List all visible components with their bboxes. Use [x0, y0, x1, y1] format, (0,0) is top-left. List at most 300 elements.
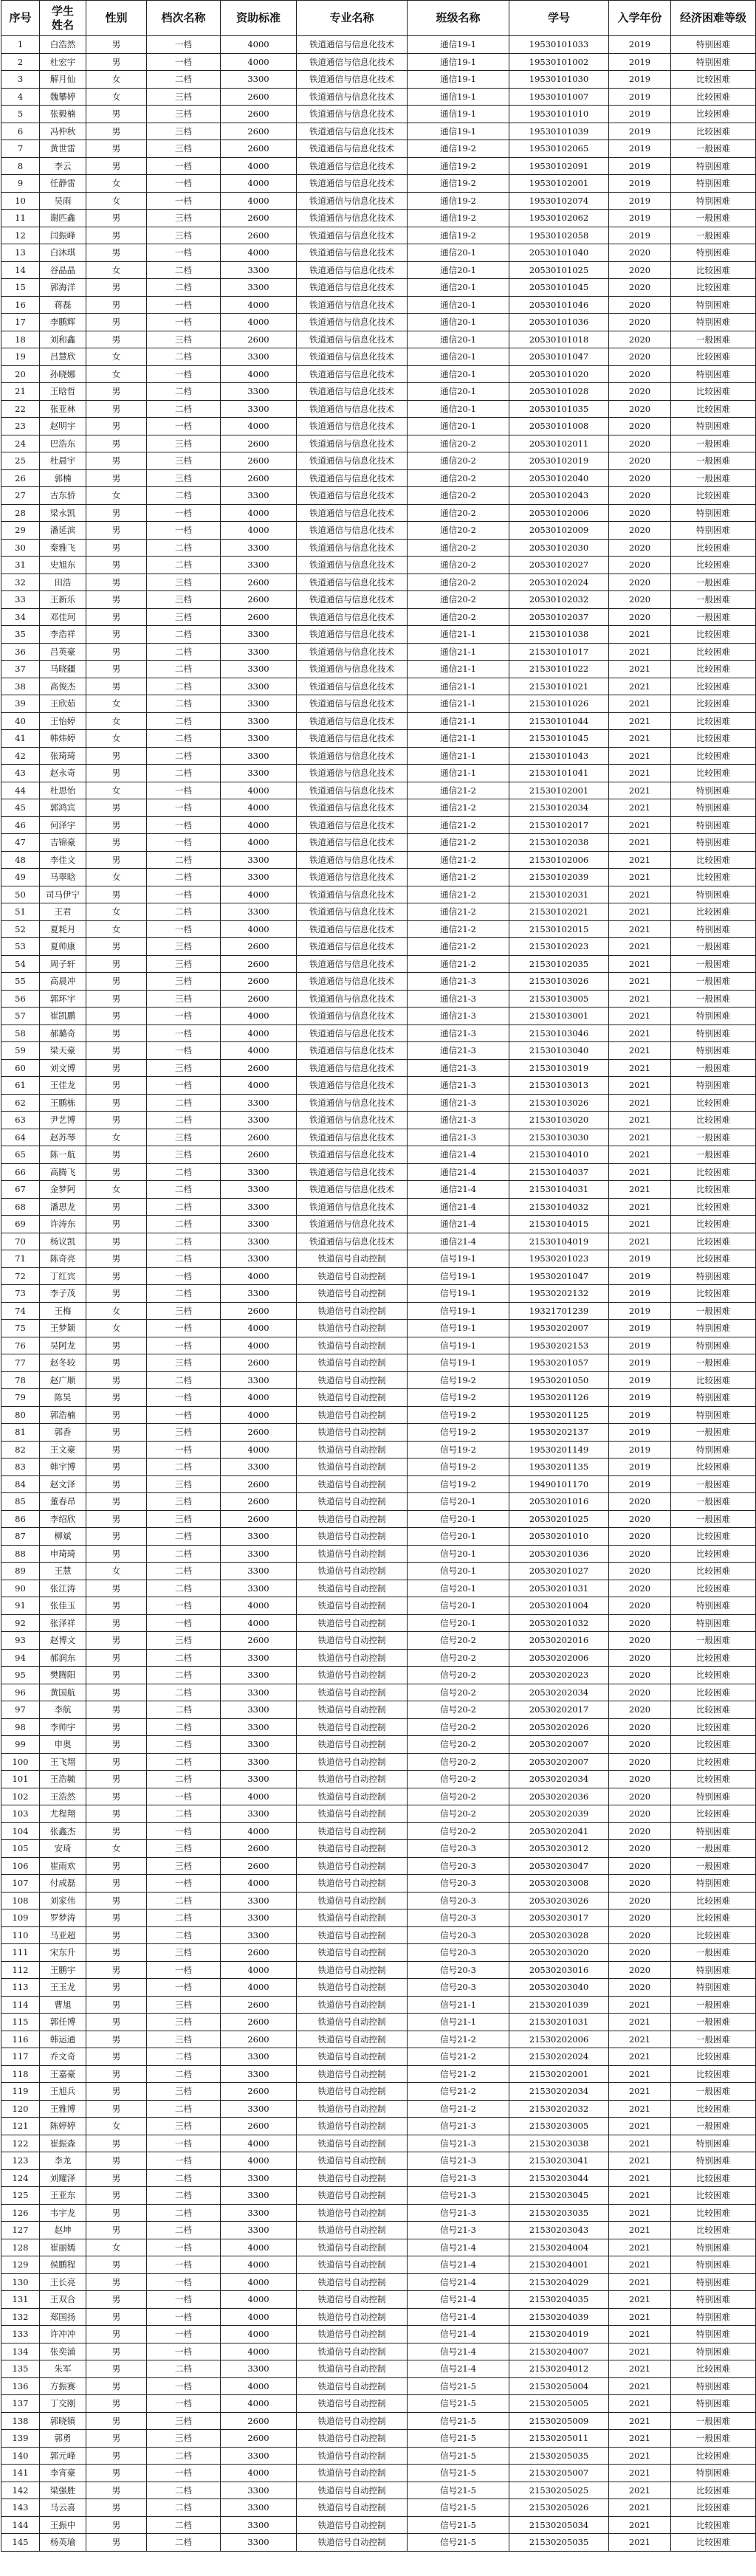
table-row — [1, 1996, 756, 2014]
cell-gender: 男 — [86, 765, 147, 782]
cell-major-name: 铁道信号自动控制 — [297, 2118, 408, 2135]
cell-class-name: 通信21-4 — [408, 1216, 509, 1233]
table-row — [1, 1371, 756, 1389]
cell-student-name: 王慧 — [40, 1563, 86, 1580]
table-row — [1, 557, 756, 574]
cell-tier-name: 一档 — [147, 175, 221, 193]
cell-hardship-level: 特别困难 — [671, 2152, 756, 2170]
cell-tier-name: 三档 — [147, 210, 221, 227]
cell-enrollment-year: 2019 — [609, 192, 671, 210]
cell-student-name: 王双合 — [40, 2291, 86, 2309]
table-row — [1, 1667, 756, 1684]
cell-index: 42 — [1, 747, 40, 765]
cell-tier-name: 三档 — [147, 2083, 221, 2101]
cell-tier-name: 二档 — [147, 2065, 221, 2083]
cell-funding-standard: 4000 — [221, 1389, 297, 1407]
cell-student-name: 柳斌 — [40, 1528, 86, 1546]
cell-class-name: 信号21-3 — [408, 2222, 509, 2239]
table-row — [1, 851, 756, 869]
cell-major-name: 铁道通信与信息化技术 — [297, 1008, 408, 1025]
cell-student-name: 王佳龙 — [40, 1077, 86, 1095]
cell-hardship-level: 特别困难 — [671, 2377, 756, 2395]
cell-student-name: 高腾飞 — [40, 1163, 86, 1181]
cell-hardship-level: 一般困难 — [671, 1475, 756, 1493]
cell-index: 114 — [1, 1996, 40, 2014]
cell-index: 76 — [1, 1337, 40, 1354]
cell-class-name: 信号21-1 — [408, 1996, 509, 2014]
cell-funding-standard: 3300 — [221, 1684, 297, 1701]
cell-index: 18 — [1, 331, 40, 348]
cell-major-name: 铁道信号自动控制 — [297, 1736, 408, 1754]
cell-major-name: 铁道信号自动控制 — [297, 2430, 408, 2448]
cell-student-name: 马云喜 — [40, 2499, 86, 2517]
cell-class-name: 通信21-3 — [408, 973, 509, 991]
cell-student-id: 21530204004 — [509, 2239, 609, 2256]
cell-major-name: 铁道信号自动控制 — [297, 1926, 408, 1944]
cell-enrollment-year: 2020 — [609, 1614, 671, 1632]
cell-gender: 男 — [86, 1667, 147, 1684]
cell-student-name: 白浩然 — [40, 36, 86, 54]
cell-gender: 男 — [86, 452, 147, 470]
table-row — [1, 1788, 756, 1805]
cell-tier-name: 二档 — [147, 1667, 221, 1684]
cell-class-name: 信号21-2 — [408, 2083, 509, 2101]
cell-student-id: 21530104010 — [509, 1146, 609, 1164]
cell-index: 91 — [1, 1597, 40, 1615]
cell-major-name: 铁道信号自动控制 — [297, 1563, 408, 1580]
cell-student-name: 高俊杰 — [40, 678, 86, 695]
cell-gender: 男 — [86, 2065, 147, 2083]
cell-gender: 男 — [86, 2135, 147, 2152]
cell-class-name: 通信21-4 — [408, 1233, 509, 1250]
cell-tier-name: 二档 — [147, 383, 221, 401]
cell-student-id: 20530101040 — [509, 244, 609, 262]
cell-index: 65 — [1, 1146, 40, 1164]
cell-gender: 男 — [86, 1112, 147, 1129]
cell-tier-name: 一档 — [147, 1961, 221, 1979]
cell-hardship-level: 比较困难 — [671, 1736, 756, 1754]
cell-class-name: 信号20-3 — [408, 1961, 509, 1979]
table-row — [1, 1909, 756, 1927]
cell-funding-standard: 3300 — [221, 678, 297, 695]
cell-index: 23 — [1, 418, 40, 435]
cell-student-name: 马翠晗 — [40, 869, 86, 886]
cell-gender: 男 — [86, 469, 147, 487]
cell-major-name: 铁道信号自动控制 — [297, 1667, 408, 1684]
cell-index: 126 — [1, 2204, 40, 2222]
cell-gender: 男 — [86, 400, 147, 418]
cell-enrollment-year: 2021 — [609, 2499, 671, 2517]
table-row — [1, 2048, 756, 2066]
cell-hardship-level: 一般困难 — [671, 1059, 756, 1077]
cell-major-name: 铁道信号自动控制 — [297, 1302, 408, 1320]
cell-funding-standard: 2600 — [221, 452, 297, 470]
cell-index: 128 — [1, 2239, 40, 2256]
table-row — [1, 331, 756, 348]
cell-student-id: 21530101022 — [509, 661, 609, 678]
cell-class-name: 通信21-1 — [408, 765, 509, 782]
cell-major-name: 铁道信号自动控制 — [297, 2083, 408, 2101]
cell-student-id: 19530102065 — [509, 140, 609, 158]
cell-student-name: 谷晶晶 — [40, 261, 86, 279]
cell-funding-standard: 3300 — [221, 261, 297, 279]
cell-major-name: 铁道信号自动控制 — [297, 1406, 408, 1424]
cell-tier-name: 二档 — [147, 1163, 221, 1181]
cell-gender: 男 — [86, 574, 147, 591]
cell-tier-name: 一档 — [147, 1979, 221, 1997]
cell-enrollment-year: 2019 — [609, 53, 671, 71]
cell-major-name: 铁道信号自动控制 — [297, 1597, 408, 1615]
cell-student-name: 秦雅飞 — [40, 539, 86, 557]
cell-index: 21 — [1, 383, 40, 401]
cell-tier-name: 三档 — [147, 1302, 221, 1320]
cell-tier-name: 一档 — [147, 53, 221, 71]
cell-student-id: 21530103019 — [509, 1059, 609, 1077]
table-row — [1, 1510, 756, 1528]
cell-hardship-level: 特别困难 — [671, 244, 756, 262]
cell-student-id: 20530101046 — [509, 296, 609, 314]
cell-index: 51 — [1, 903, 40, 921]
cell-major-name: 铁道信号自动控制 — [297, 1632, 408, 1650]
cell-index: 136 — [1, 2377, 40, 2395]
cell-funding-standard: 4000 — [221, 192, 297, 210]
cell-class-name: 通信20-2 — [408, 557, 509, 574]
cell-index: 112 — [1, 1961, 40, 1979]
cell-hardship-level: 比较困难 — [671, 695, 756, 713]
cell-tier-name: 二档 — [147, 1563, 221, 1580]
cell-funding-standard: 3300 — [221, 1580, 297, 1597]
cell-index: 127 — [1, 2222, 40, 2239]
table-row — [1, 435, 756, 452]
cell-tier-name: 二档 — [147, 1684, 221, 1701]
cell-student-name: 李龙 — [40, 2152, 86, 2170]
cell-student-name: 郭鸿宾 — [40, 799, 86, 817]
cell-tier-name: 二档 — [147, 1701, 221, 1719]
table-row — [1, 730, 756, 748]
cell-gender: 男 — [86, 1875, 147, 1893]
cell-tier-name: 一档 — [147, 418, 221, 435]
cell-tier-name: 二档 — [147, 1112, 221, 1129]
cell-class-name: 通信21-2 — [408, 816, 509, 834]
cell-tier-name: 二档 — [147, 747, 221, 765]
cell-gender: 男 — [86, 1163, 147, 1181]
cell-gender: 男 — [86, 1510, 147, 1528]
cell-funding-standard: 4000 — [221, 782, 297, 799]
cell-enrollment-year: 2021 — [609, 695, 671, 713]
table-row — [1, 782, 756, 799]
cell-major-name: 铁道通信与信息化技术 — [297, 574, 408, 591]
cell-major-name: 铁道通信与信息化技术 — [297, 157, 408, 175]
cell-enrollment-year: 2020 — [609, 1667, 671, 1684]
cell-funding-standard: 3300 — [221, 1233, 297, 1250]
cell-enrollment-year: 2020 — [609, 1840, 671, 1858]
cell-student-name: 李航 — [40, 1701, 86, 1719]
table-row — [1, 400, 756, 418]
table-row — [1, 487, 756, 505]
cell-gender: 女 — [86, 365, 147, 383]
cell-class-name: 通信20-2 — [408, 591, 509, 609]
table-row — [1, 2360, 756, 2378]
cell-class-name: 信号20-2 — [408, 1805, 509, 1823]
cell-tier-name: 二档 — [147, 400, 221, 418]
cell-hardship-level: 比较困难 — [671, 539, 756, 557]
cell-gender: 男 — [86, 2100, 147, 2118]
cell-hardship-level: 一般困难 — [671, 2083, 756, 2101]
cell-major-name: 铁道信号自动控制 — [297, 1718, 408, 1736]
cell-class-name: 信号20-2 — [408, 1701, 509, 1719]
cell-major-name: 铁道通信与信息化技术 — [297, 331, 408, 348]
cell-major-name: 铁道信号自动控制 — [297, 1840, 408, 1858]
cell-hardship-level: 特别困难 — [671, 157, 756, 175]
cell-enrollment-year: 2020 — [609, 1632, 671, 1650]
cell-class-name: 信号20-3 — [408, 1892, 509, 1909]
cell-major-name: 铁道信号自动控制 — [297, 2169, 408, 2187]
cell-tier-name: 三档 — [147, 88, 221, 106]
cell-hardship-level: 比较困难 — [671, 678, 756, 695]
table-row — [1, 469, 756, 487]
header-student-name: 学生姓名 — [40, 1, 86, 36]
cell-hardship-level: 比较困难 — [671, 88, 756, 106]
cell-funding-standard: 4000 — [221, 2326, 297, 2343]
cell-class-name: 信号19-2 — [408, 1424, 509, 1442]
cell-student-name: 巴浩东 — [40, 435, 86, 452]
cell-index: 93 — [1, 1632, 40, 1650]
cell-student-id: 21530205009 — [509, 2412, 609, 2430]
cell-enrollment-year: 2021 — [609, 938, 671, 956]
cell-funding-standard: 2600 — [221, 2412, 297, 2430]
cell-tier-name: 三档 — [147, 1475, 221, 1493]
cell-gender: 男 — [86, 747, 147, 765]
cell-major-name: 铁道通信与信息化技术 — [297, 886, 408, 903]
cell-student-name: 崔雨欢 — [40, 1857, 86, 1875]
cell-gender: 男 — [86, 2412, 147, 2430]
cell-student-name: 王君 — [40, 903, 86, 921]
cell-student-id: 20530202017 — [509, 1701, 609, 1719]
cell-student-name: 郭香 — [40, 1424, 86, 1442]
cell-index: 121 — [1, 2118, 40, 2135]
cell-student-id: 20530101036 — [509, 314, 609, 331]
cell-funding-standard: 3300 — [221, 695, 297, 713]
table-row — [1, 2169, 756, 2187]
cell-index: 40 — [1, 712, 40, 730]
cell-major-name: 铁道通信与信息化技术 — [297, 140, 408, 158]
cell-hardship-level: 一般困难 — [671, 469, 756, 487]
cell-student-id: 19530202153 — [509, 1337, 609, 1354]
cell-enrollment-year: 2020 — [609, 487, 671, 505]
cell-student-id: 21530202001 — [509, 2065, 609, 2083]
cell-funding-standard: 3300 — [221, 626, 297, 644]
cell-student-name: 蒋磊 — [40, 296, 86, 314]
cell-student-name: 白沐琪 — [40, 244, 86, 262]
cell-enrollment-year: 2020 — [609, 1875, 671, 1893]
cell-student-id: 19530101039 — [509, 123, 609, 140]
cell-student-name: 陈昊 — [40, 1389, 86, 1407]
cell-major-name: 铁道通信与信息化技术 — [297, 296, 408, 314]
cell-tier-name: 三档 — [147, 2014, 221, 2031]
cell-class-name: 通信19-1 — [408, 36, 509, 54]
cell-class-name: 通信20-2 — [408, 452, 509, 470]
cell-major-name: 铁道信号自动控制 — [297, 2465, 408, 2482]
cell-student-name: 陈一航 — [40, 1146, 86, 1164]
cell-gender: 女 — [86, 261, 147, 279]
cell-enrollment-year: 2021 — [609, 2048, 671, 2066]
cell-enrollment-year: 2020 — [609, 348, 671, 366]
cell-gender: 男 — [86, 2222, 147, 2239]
cell-major-name: 铁道通信与信息化技术 — [297, 608, 408, 626]
cell-gender: 女 — [86, 869, 147, 886]
cell-enrollment-year: 2020 — [609, 1926, 671, 1944]
cell-student-id: 21530204029 — [509, 2273, 609, 2291]
cell-major-name: 铁道信号自动控制 — [297, 1909, 408, 1927]
cell-funding-standard: 3300 — [221, 1545, 297, 1563]
table-row — [1, 2465, 756, 2482]
cell-hardship-level: 比较困难 — [671, 1285, 756, 1303]
cell-enrollment-year: 2019 — [609, 123, 671, 140]
cell-gender: 男 — [86, 1597, 147, 1615]
cell-class-name: 信号19-1 — [408, 1302, 509, 1320]
cell-gender: 男 — [86, 1753, 147, 1771]
table-row — [1, 2014, 756, 2031]
cell-class-name: 通信20-2 — [408, 504, 509, 522]
cell-class-name: 通信20-1 — [408, 279, 509, 297]
cell-tier-name: 二档 — [147, 1753, 221, 1771]
cell-gender: 男 — [86, 1684, 147, 1701]
cell-funding-standard: 3300 — [221, 851, 297, 869]
cell-gender: 男 — [86, 435, 147, 452]
cell-gender: 男 — [86, 1337, 147, 1354]
header-tier-name: 档次名称 — [147, 1, 221, 36]
table-row — [1, 123, 756, 140]
cell-major-name: 铁道信号自动控制 — [297, 2048, 408, 2066]
cell-funding-standard: 2600 — [221, 2118, 297, 2135]
cell-funding-standard: 4000 — [221, 1961, 297, 1979]
cell-funding-standard: 3300 — [221, 1459, 297, 1476]
cell-major-name: 铁道通信与信息化技术 — [297, 1181, 408, 1199]
cell-hardship-level: 特别困难 — [671, 1406, 756, 1424]
cell-gender: 男 — [86, 1736, 147, 1754]
cell-tier-name: 一档 — [147, 504, 221, 522]
cell-gender: 男 — [86, 973, 147, 991]
cell-index: 129 — [1, 2256, 40, 2274]
cell-enrollment-year: 2021 — [609, 747, 671, 765]
cell-index: 67 — [1, 1181, 40, 1199]
cell-class-name: 通信20-2 — [408, 522, 509, 540]
cell-tier-name: 三档 — [147, 2118, 221, 2135]
cell-major-name: 铁道通信与信息化技术 — [297, 851, 408, 869]
table-row — [1, 1233, 756, 1250]
cell-enrollment-year: 2021 — [609, 2135, 671, 2152]
cell-funding-standard: 2600 — [221, 973, 297, 991]
cell-gender: 男 — [86, 2031, 147, 2048]
cell-index: 69 — [1, 1216, 40, 1233]
cell-major-name: 铁道通信与信息化技术 — [297, 53, 408, 71]
cell-student-name: 许冲冲 — [40, 2326, 86, 2343]
cell-gender: 女 — [86, 730, 147, 748]
cell-student-name: 杨议凯 — [40, 1233, 86, 1250]
cell-index: 117 — [1, 2048, 40, 2066]
cell-student-name: 夏耗月 — [40, 920, 86, 938]
cell-enrollment-year: 2020 — [609, 1961, 671, 1979]
cell-hardship-level: 比较困难 — [671, 2482, 756, 2499]
table-row — [1, 903, 756, 921]
cell-gender: 男 — [86, 2083, 147, 2101]
cell-hardship-level: 特别困难 — [671, 1077, 756, 1095]
cell-class-name: 通信21-3 — [408, 1077, 509, 1095]
cell-gender: 男 — [86, 1077, 147, 1095]
cell-gender: 女 — [86, 1302, 147, 1320]
cell-enrollment-year: 2021 — [609, 1996, 671, 2014]
cell-hardship-level: 一般困难 — [671, 574, 756, 591]
cell-hardship-level: 特别困难 — [671, 192, 756, 210]
cell-student-id: 21530103030 — [509, 1129, 609, 1146]
cell-hardship-level: 一般困难 — [671, 608, 756, 626]
cell-major-name: 铁道信号自动控制 — [297, 1979, 408, 1997]
cell-student-id: 20530101025 — [509, 261, 609, 279]
cell-tier-name: 三档 — [147, 608, 221, 626]
cell-hardship-level: 比较困难 — [671, 2534, 756, 2552]
cell-enrollment-year: 2021 — [609, 661, 671, 678]
cell-student-name: 刘家伟 — [40, 1892, 86, 1909]
cell-tier-name: 二档 — [147, 1649, 221, 1667]
cell-hardship-level: 比较困难 — [671, 1545, 756, 1563]
cell-class-name: 信号20-2 — [408, 1684, 509, 1701]
cell-class-name: 通信20-1 — [408, 365, 509, 383]
cell-enrollment-year: 2019 — [609, 140, 671, 158]
cell-enrollment-year: 2021 — [609, 2187, 671, 2205]
cell-index: 105 — [1, 1840, 40, 1858]
cell-hardship-level: 特别困难 — [671, 504, 756, 522]
cell-major-name: 铁道信号自动控制 — [297, 2273, 408, 2291]
cell-enrollment-year: 2021 — [609, 2465, 671, 2482]
cell-major-name: 铁道信号自动控制 — [297, 1771, 408, 1788]
cell-student-id: 20530202023 — [509, 1667, 609, 1684]
table-row — [1, 1424, 756, 1442]
cell-hardship-level: 特别困难 — [671, 2291, 756, 2309]
cell-student-id: 21530102038 — [509, 834, 609, 852]
cell-student-name: 马亚超 — [40, 1926, 86, 1944]
cell-gender: 男 — [86, 1580, 147, 1597]
cell-hardship-level: 比较困难 — [671, 626, 756, 644]
cell-student-name: 张琦琦 — [40, 747, 86, 765]
cell-hardship-level: 特别困难 — [671, 314, 756, 331]
cell-major-name: 铁道通信与信息化技术 — [297, 244, 408, 262]
cell-student-name: 马晓疆 — [40, 661, 86, 678]
cell-student-id: 21530203005 — [509, 2118, 609, 2135]
cell-enrollment-year: 2019 — [609, 157, 671, 175]
cell-enrollment-year: 2021 — [609, 1129, 671, 1146]
cell-tier-name: 三档 — [147, 227, 221, 244]
cell-enrollment-year: 2020 — [609, 1892, 671, 1909]
cell-student-name: 陈奇亮 — [40, 1250, 86, 1268]
cell-hardship-level: 一般困难 — [671, 2014, 756, 2031]
cell-student-id: 21530101017 — [509, 643, 609, 661]
cell-funding-standard: 3300 — [221, 1649, 297, 1667]
cell-major-name: 铁道信号自动控制 — [297, 1857, 408, 1875]
cell-student-name: 谢匹鑫 — [40, 210, 86, 227]
cell-major-name: 铁道信号自动控制 — [297, 1649, 408, 1667]
cell-enrollment-year: 2020 — [609, 1718, 671, 1736]
table-row — [1, 816, 756, 834]
cell-student-name: 赵文泽 — [40, 1475, 86, 1493]
cell-tier-name: 一档 — [147, 2239, 221, 2256]
cell-student-id: 20530202036 — [509, 1788, 609, 1805]
cell-hardship-level: 比较困难 — [671, 400, 756, 418]
table-row — [1, 1285, 756, 1303]
cell-gender: 男 — [86, 2465, 147, 2482]
cell-student-id: 19490101170 — [509, 1475, 609, 1493]
cell-class-name: 信号21-4 — [408, 2256, 509, 2274]
cell-major-name: 铁道信号自动控制 — [297, 1441, 408, 1459]
